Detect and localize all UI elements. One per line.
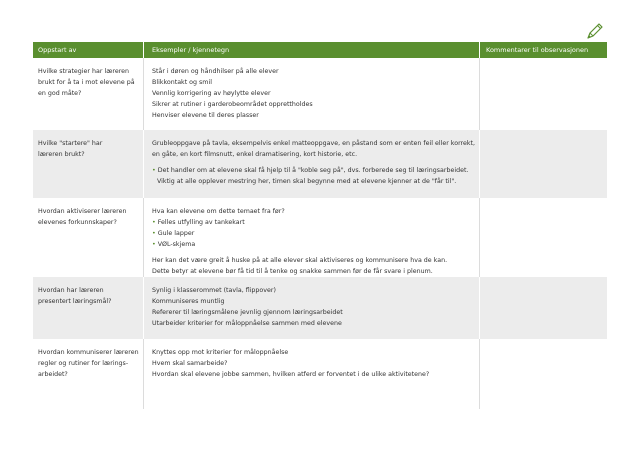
question-line: læreren brukt?	[38, 151, 85, 158]
question-line: Hvordan aktiviserer læreren	[38, 208, 127, 215]
row-examples	[143, 130, 479, 198]
row-question	[33, 339, 143, 409]
table-row	[33, 277, 607, 339]
example-line: Grubleoppgave på tavla, eksempelvis enkel matteoppgave, en påstand som er enten feil eller korrekt,	[152, 140, 475, 147]
header-examples: Eksempler / kjennetegn	[143, 42, 479, 58]
bullet-icon: •	[152, 167, 158, 174]
example-note: Her kan det være greit å huske på at alle elever skal aktiviseres og kommunisere hva de kan.	[152, 257, 448, 264]
example-line: Vennlig korrigering av høylytte elever	[152, 90, 271, 97]
bullet-item: • Gule lapper	[152, 230, 195, 237]
example-line: Blikkontakt og smil	[152, 79, 212, 86]
example-line: Utarbeider kriterier for måloppnåelse sammen med elevene	[152, 320, 342, 327]
question-line: regler og rutiner for lærings-	[38, 360, 129, 367]
comment-cell[interactable]	[479, 130, 607, 198]
pencil-icon	[585, 21, 605, 41]
row-examples	[143, 198, 479, 277]
comment-cell[interactable]	[479, 339, 607, 409]
row-examples	[143, 58, 479, 130]
example-intro: Hva kan elevene om dette temaet fra før?	[152, 208, 285, 215]
bullet-item: • VØL-skjema	[152, 241, 196, 248]
question-line: Hvordan kommuniserer læreren	[38, 349, 139, 356]
question-line: Hvilke "startere" har	[38, 140, 103, 147]
row-question	[33, 58, 143, 130]
table-row	[33, 130, 607, 198]
row-question	[33, 130, 143, 198]
example-line: Sikrer at rutiner i garderobeområdet opprettholdes	[152, 101, 313, 108]
header-comments: Kommentarer til observasjonen	[479, 42, 607, 58]
example-line: Refererer til læringsmålene jevnlig gjennom læringsarbeidet	[152, 309, 343, 316]
table-row	[33, 339, 607, 409]
example-line: Står i døren og håndhilser på alle elever	[152, 68, 279, 75]
example-line: Knyttes opp mot kriterier for måloppnåelse	[152, 349, 289, 356]
bullet-icon: •	[152, 241, 158, 248]
comment-cell[interactable]	[479, 277, 607, 339]
bullet-icon: •	[152, 219, 158, 226]
row-examples	[143, 339, 479, 409]
question-line: Hvordan har læreren	[38, 287, 104, 294]
comment-cell[interactable]	[479, 198, 607, 277]
question-line: brukt for å ta i mot elevene på	[38, 79, 135, 86]
header-start-of-lesson: Oppstart av timen/læringsarbeidet	[38, 46, 111, 70]
table-row	[33, 198, 607, 277]
question-line: elevenes forkunnskaper?	[38, 219, 117, 226]
example-line: Synlig i klasserommet (tavla, flippover)	[152, 287, 276, 294]
table-row	[33, 58, 607, 130]
bullet-item: • Felles utfylling av tankekart	[152, 219, 245, 226]
example-line: Kommuniseres muntlig	[152, 298, 225, 305]
observation-table	[33, 42, 607, 409]
row-question	[33, 198, 143, 277]
example-note: Dette betyr at elevene bør få tid til å tenke og snakke sammen før de får svare i plenum.	[152, 268, 433, 275]
example-line: Henviser elevene til deres plasser	[152, 112, 259, 119]
bullet-continuation: Viktig at alle opplever mestring her, timen skal begynne med at elevene kjenner at de "får til".	[157, 178, 457, 185]
table-header	[33, 42, 607, 70]
row-examples	[143, 277, 479, 339]
example-line: Hvem skal samarbeide?	[152, 360, 228, 367]
bullet-icon: •	[152, 230, 158, 237]
question-line: Hvilke strategier har læreren	[38, 68, 130, 75]
bullet-item: • Det handler om at elevene skal få hjelp til å "koble seg på", dvs. forberede seg til læringsarbeidet.	[152, 167, 469, 174]
question-line: presentert læringsmål?	[38, 298, 112, 305]
example-line: en gåte, en kort filmsnutt, enkel dramatisering, kort historie, etc.	[152, 151, 358, 158]
question-line: arbeidet?	[38, 371, 68, 378]
comment-cell[interactable]	[479, 58, 607, 130]
question-line: en god måte?	[38, 90, 82, 97]
example-line: Hvordan skal elevene jobbe sammen, hvilken atferd er forventet i de ulike aktivitetene?	[152, 371, 430, 378]
row-question	[33, 277, 143, 339]
